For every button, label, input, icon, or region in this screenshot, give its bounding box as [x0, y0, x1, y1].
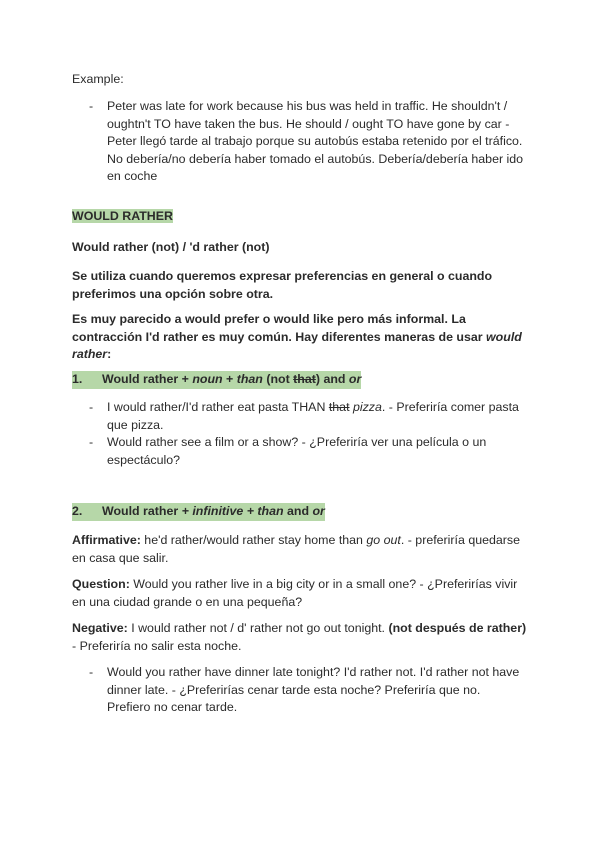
example-list — [72, 98, 527, 186]
heading-1-highlight: 1. Would rather + noun + than (not that) and or — [72, 371, 361, 389]
negative-paragraph: Negative: I would rather not / d' rather not go out tonight. (not después de rather) - Preferiría no salir esta noche. — [72, 621, 527, 653]
section-title-text: WOULD RATHER — [72, 209, 173, 223]
paragraph-usage: Se utiliza cuando queremos expresar preferencias en general o cuando preferimos una opción sobre otra. — [72, 269, 493, 301]
question-paragraph: Question: Would you rather live in a big city or in a small one? - ¿Preferirías vivir en una ciudad grande o en una pequeña? — [72, 577, 518, 609]
list-item: - Would rather see a film or a show? - ¿Preferiría ver una película o un espectáculo? — [72, 434, 527, 469]
affirmative-paragraph: Affirmative: he'd rather/would rather stay home than go out. - preferiría quedarse en casa que salir. — [72, 533, 520, 565]
heading-2 — [72, 503, 532, 521]
list-item: - Peter was late for work because his bus was held in traffic. He shouldn't / oughtn't TO have taken the bus. He should / ought TO have gone by car - Peter llegó tarde al trabajo porque su autobús estaba retenido por el tráfico. No debería/no debería haber tomado el autobús. Debería/debería haber ido en coche — [72, 98, 527, 186]
negative-example-list — [72, 664, 527, 717]
list-item: - I would rather/I'd rather eat pasta THAN that pizza. - Preferiría comer pasta que pizza. — [72, 399, 527, 434]
section-title — [72, 208, 532, 226]
heading-1 — [72, 371, 532, 389]
heading-2-highlight: 2. Would rather + infinitive + than and or — [72, 503, 325, 521]
subtitle: Would rather (not) / 'd rather (not) — [72, 240, 270, 254]
example-label: Example: — [72, 72, 124, 86]
list-item: - Would you rather have dinner late tonight? I'd rather not. I'd rather not have dinner late. - ¿Preferirías cenar tarde esta noche? Preferiría que no. Prefiero no cenar tarde. — [72, 664, 527, 717]
list-1 — [72, 399, 527, 469]
paragraph-informal: Es muy parecido a would prefer o would like pero más informal. La contracción I'd rather es muy común. Hay diferentes maneras de usar would rather: — [72, 312, 522, 361]
